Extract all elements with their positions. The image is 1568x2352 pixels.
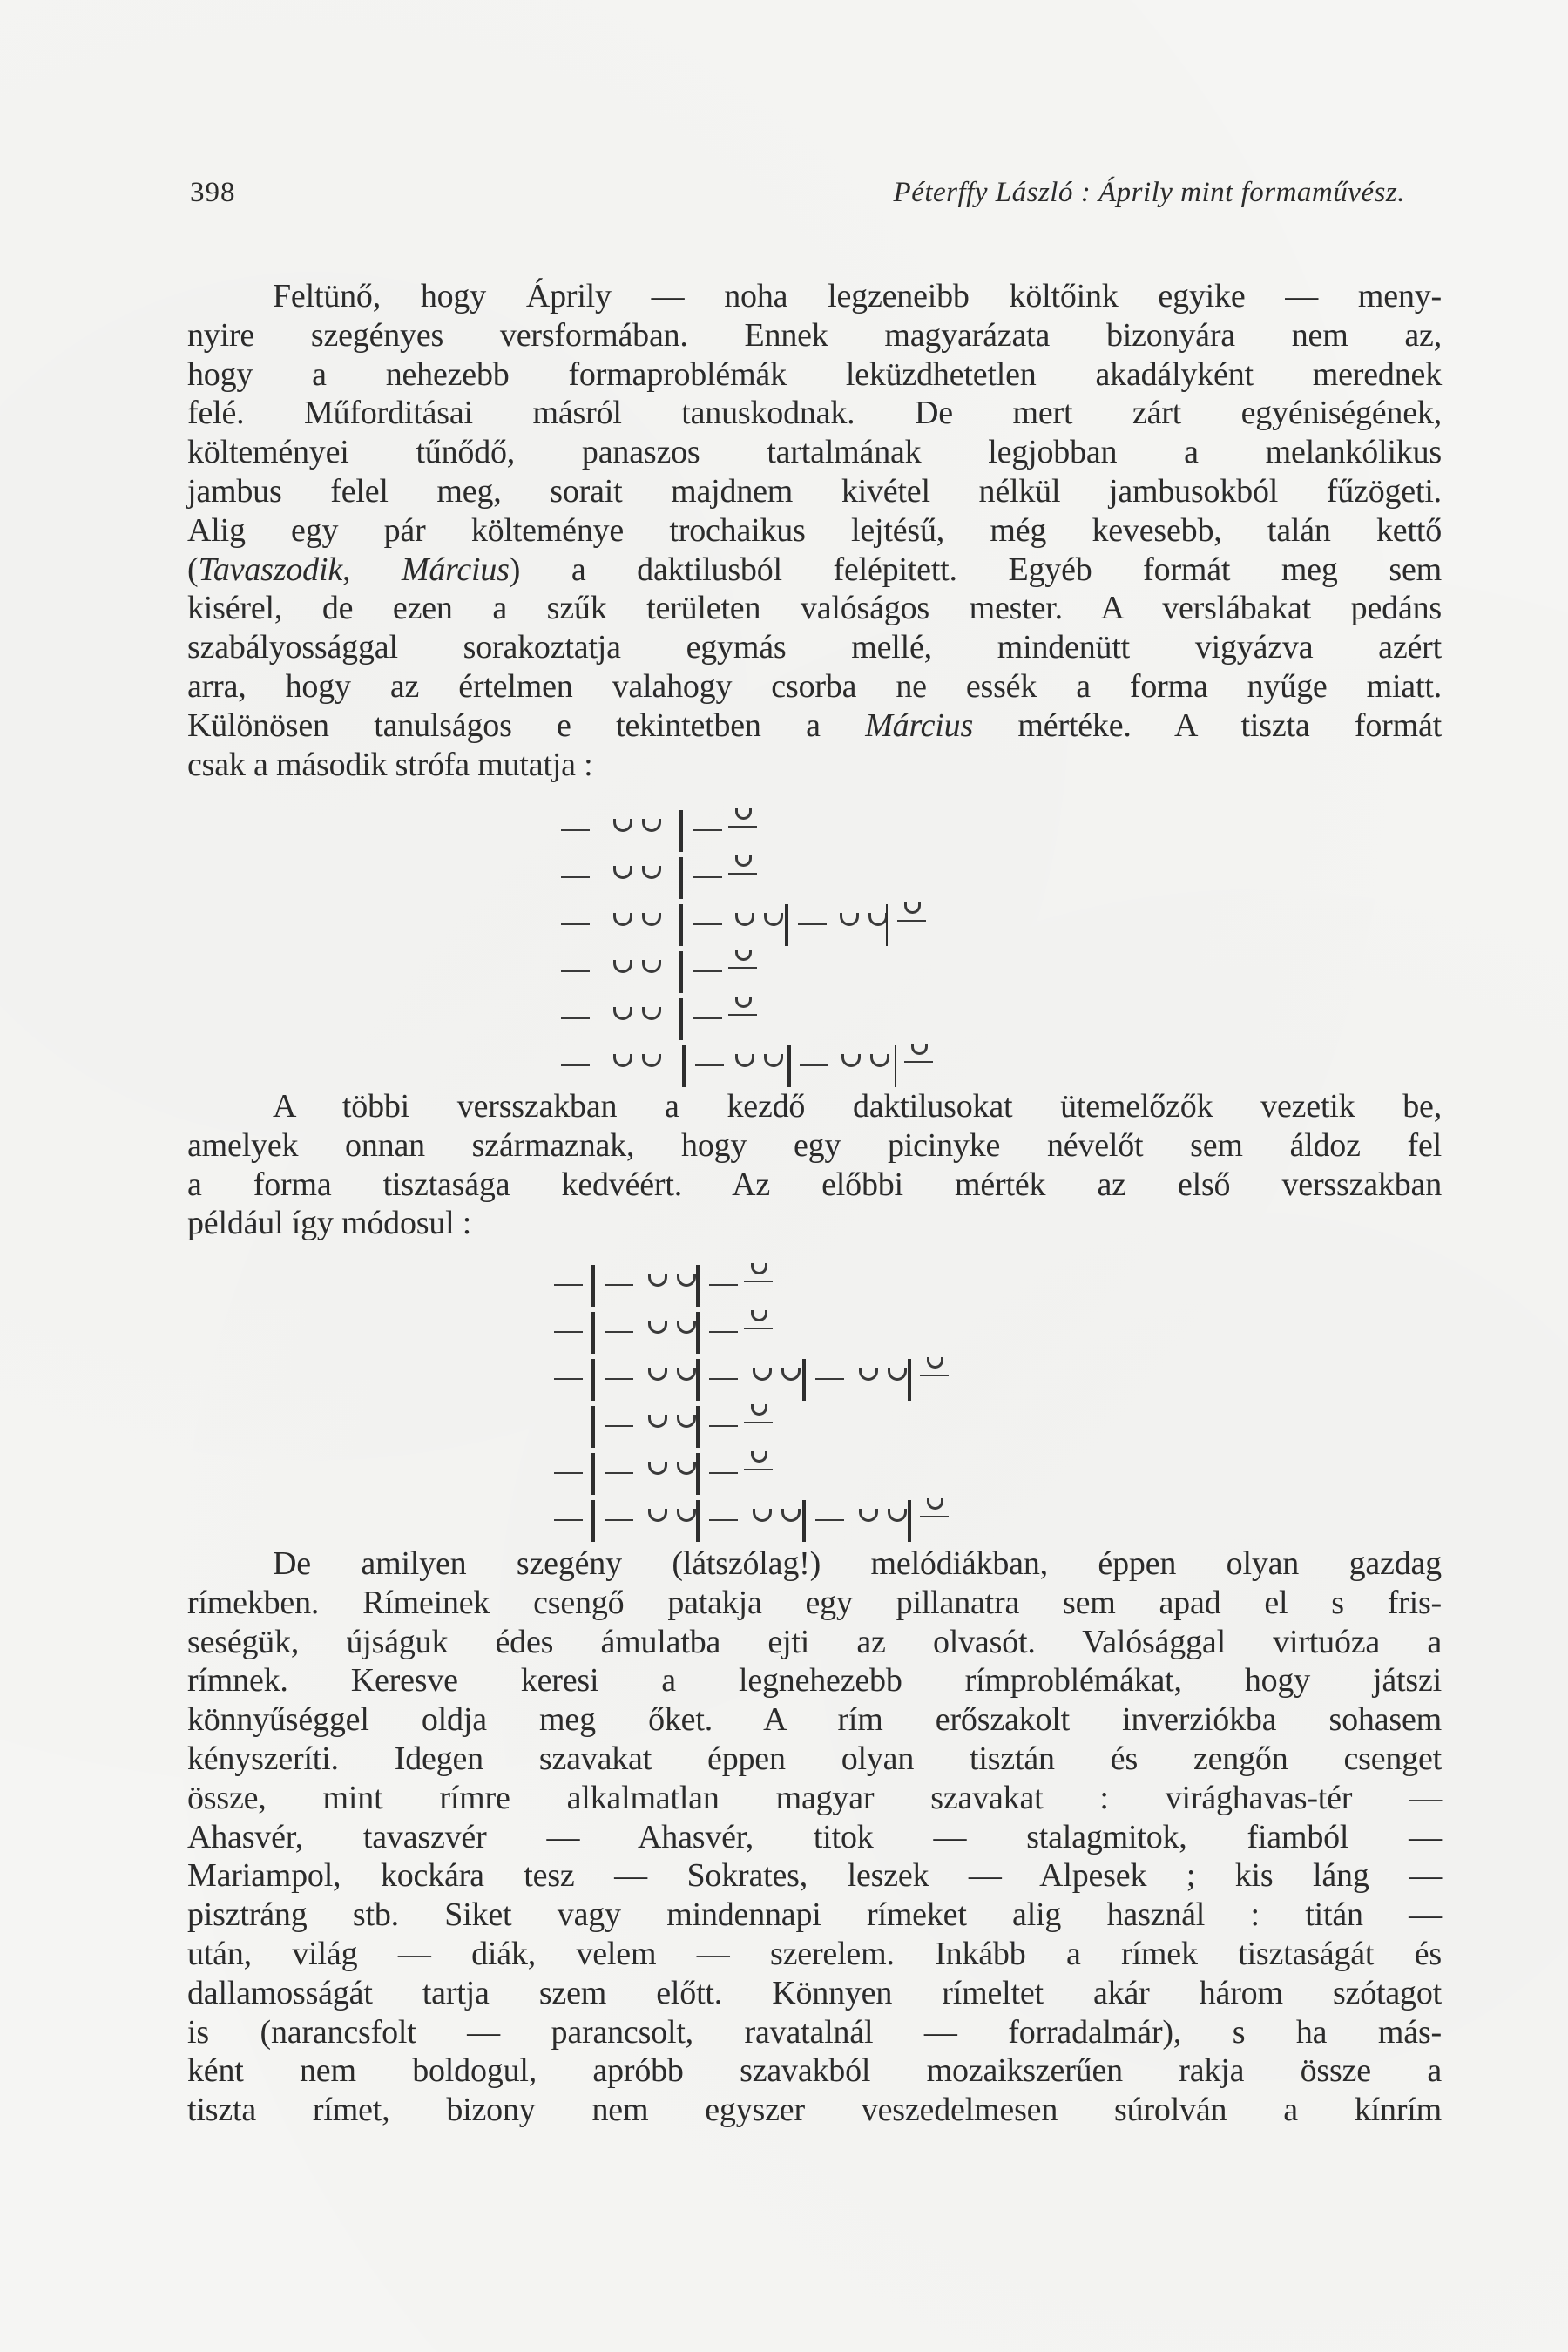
foot-divider-icon <box>802 1359 806 1401</box>
anceps-syllable-icon <box>728 807 757 831</box>
short-syllable-icon <box>613 960 632 973</box>
short-syllable-icon <box>735 913 754 926</box>
short-syllable-icon <box>859 1509 878 1522</box>
running-head <box>190 171 1405 214</box>
anceps-syllable-icon <box>920 1355 949 1380</box>
long-syllable-icon <box>815 1378 844 1380</box>
anceps-syllable-icon <box>744 1261 773 1286</box>
foot-divider-icon <box>679 951 683 993</box>
anceps-syllable-icon <box>744 1450 773 1474</box>
long-syllable-icon <box>561 970 590 972</box>
short-syllable-icon <box>764 1054 783 1067</box>
short-syllable-icon <box>868 913 888 926</box>
foot-divider-icon <box>895 1045 896 1087</box>
text-line: Ahasvér, tavaszvér — Ahasvér, titok — stalagmitok, fiamból — <box>187 1818 1442 1855</box>
long-syllable-icon <box>605 1425 633 1427</box>
foot-divider-icon <box>785 904 788 946</box>
short-syllable-icon <box>677 1462 696 1475</box>
foot-divider-icon <box>696 1500 700 1542</box>
text-line: Feltünő, hogy Áprily — noha legzeneibb költőink egyike — meny- <box>273 278 1442 314</box>
short-syllable-icon <box>648 1368 667 1381</box>
text-line: pisztráng stb. Siket vagy mindennapi rímeket alig használ : titán — <box>187 1896 1442 1934</box>
anceps-syllable-icon <box>728 854 757 878</box>
text-line: össze, mint rímre alkalmatlan magyar szavakat : virághavas-tér — <box>187 1779 1442 1816</box>
foot-divider-icon <box>696 1406 700 1448</box>
text-line: Mariampol, kockára tesz — Sokrates, leszek — Alpesek ; kis láng — <box>187 1857 1442 1895</box>
short-syllable-icon <box>648 1321 667 1334</box>
long-syllable-icon <box>695 1064 724 1066</box>
short-syllable-icon <box>677 1415 696 1428</box>
long-syllable-icon <box>605 1378 633 1380</box>
text-line: kisérel, de ezen a szűk területen valóságos mester. A verslábakat pedáns <box>187 590 1442 627</box>
foot-divider-icon <box>696 1312 700 1354</box>
foot-divider-icon <box>591 1312 595 1354</box>
long-syllable-icon <box>561 923 590 925</box>
long-syllable-icon <box>798 923 827 925</box>
short-syllable-icon <box>613 913 632 926</box>
anceps-syllable-icon <box>897 901 926 925</box>
long-syllable-icon <box>709 1331 738 1333</box>
text-line: dallamosságát tartja szem előtt. Könnyen rímeltet akár három szótagot <box>187 1974 1442 2011</box>
text-line: a forma tisztasága kedvéért. Az előbbi mérték az első versszakban <box>187 1166 1442 1203</box>
text-line: könnyűséggel oldja meg őket. A rím erőszakolt inverziókba sohasem <box>187 1701 1442 1739</box>
paragraph-2 <box>187 1087 1442 1243</box>
foot-divider-icon <box>696 1265 700 1307</box>
anceps-syllable-icon <box>744 1308 773 1333</box>
long-syllable-icon <box>815 1519 844 1521</box>
text-line: felé. Műforditásai másról tanuskodnak. De mert zárt egyéniségének, <box>187 395 1442 432</box>
short-syllable-icon <box>677 1274 696 1287</box>
long-syllable-icon <box>709 1378 738 1380</box>
long-syllable-icon <box>554 1472 583 1474</box>
italic-title-marcius: Március <box>401 551 510 588</box>
short-syllable-icon <box>613 866 632 879</box>
text-line-with-italic-title: Különösen tanulságos e tekintetben a Március mértéke. A tiszta formát <box>187 706 1442 744</box>
running-title: Péterffy László : Áprily mint formaművész. <box>893 177 1405 208</box>
long-syllable-icon <box>554 1284 583 1286</box>
long-syllable-icon <box>561 829 590 831</box>
foot-divider-icon <box>696 1359 700 1401</box>
long-syllable-icon <box>554 1378 583 1380</box>
long-syllable-icon <box>561 1017 590 1019</box>
short-syllable-icon <box>613 819 632 832</box>
short-syllable-icon <box>764 913 783 926</box>
text-line: rímekben. Rímeinek csengő patakja egy pillanatra sem apad el s fris- <box>187 1584 1442 1621</box>
foot-divider-icon <box>679 998 683 1040</box>
foot-divider-icon <box>591 1500 595 1542</box>
text-line: is (narancsfolt — parancsolt, ravatalnál — forradalmár), s ha más- <box>187 2013 1442 2051</box>
short-syllable-icon <box>642 913 661 926</box>
short-syllable-icon <box>888 1509 907 1522</box>
foot-divider-icon <box>591 1406 595 1448</box>
text-line: ként nem boldogul, apróbb szavakból mozaikszerűen rakja össze a <box>187 2052 1442 2090</box>
short-syllable-icon <box>781 1509 801 1522</box>
short-syllable-icon <box>642 1007 661 1020</box>
foot-divider-icon <box>679 904 683 946</box>
short-syllable-icon <box>888 1368 907 1381</box>
foot-divider-icon <box>802 1500 806 1542</box>
short-syllable-icon <box>753 1368 772 1381</box>
long-syllable-icon <box>800 1064 828 1066</box>
long-syllable-icon <box>693 923 722 925</box>
text-line: nyire szegényes versformában. Ennek magyarázata bizonyára nem az, <box>187 316 1442 354</box>
foot-divider-icon <box>591 1265 595 1307</box>
foot-divider-icon <box>787 1045 791 1087</box>
long-syllable-icon <box>605 1331 633 1333</box>
short-syllable-icon <box>648 1462 667 1475</box>
short-syllable-icon <box>859 1368 878 1381</box>
foot-divider-icon <box>682 1045 686 1087</box>
long-syllable-icon <box>693 876 722 878</box>
short-syllable-icon <box>753 1509 772 1522</box>
text-line: kényszeríti. Idegen szavakat éppen olyan tisztán és zengőn csenget <box>187 1740 1442 1777</box>
text-line: De amilyen szegény (látszólag!) melódiákban, éppen olyan gazdag <box>273 1545 1442 1582</box>
text-line: tiszta rímet, bizony nem egyszer veszedelmesen súrolván a kínrím <box>187 2092 1442 2129</box>
text-line: után, világ — diák, velem — szerelem. Inkább a rímek tisztaságát és <box>187 1935 1442 1972</box>
foot-divider-icon <box>886 904 888 946</box>
text-line: például így módosul : <box>187 1205 472 1242</box>
foot-divider-icon <box>908 1500 911 1542</box>
short-syllable-icon <box>642 819 661 832</box>
short-syllable-icon <box>648 1509 667 1522</box>
long-syllable-icon <box>554 1519 583 1521</box>
long-syllable-icon <box>605 1472 633 1474</box>
long-syllable-icon <box>561 876 590 878</box>
text-line: rímnek. Keresve keresi a legnehezebb rímproblémákat, hogy játszi <box>187 1662 1442 1700</box>
italic-title-tavaszodik: Tavaszodik <box>198 551 342 588</box>
long-syllable-icon <box>709 1519 738 1521</box>
paragraph-3 <box>187 1544 1442 2130</box>
short-syllable-icon <box>648 1415 667 1428</box>
short-syllable-icon <box>613 1054 632 1067</box>
anceps-syllable-icon <box>904 1042 933 1066</box>
long-syllable-icon <box>561 1064 590 1066</box>
text-line: költeményei tűnődő, panaszos tartalmának legjobban a melankólikus <box>187 434 1442 471</box>
text-line: amelyek onnan származnak, hogy egy picinyke névelőt sem áldoz fel <box>187 1126 1442 1164</box>
foot-divider-icon <box>696 1453 700 1495</box>
long-syllable-icon <box>709 1284 738 1286</box>
text-line: hogy a nehezebb formaproblémák leküzdhetetlen akadályként merednek <box>187 355 1442 393</box>
short-syllable-icon <box>642 866 661 879</box>
short-syllable-icon <box>648 1274 667 1287</box>
short-syllable-icon <box>677 1509 696 1522</box>
long-syllable-icon <box>693 1017 722 1019</box>
anceps-syllable-icon <box>728 995 757 1019</box>
short-syllable-icon <box>870 1054 889 1067</box>
text-line: jambus felel meg, sorait majdnem kivétel nélkül jambusokból fűzögeti. <box>187 472 1442 510</box>
anceps-syllable-icon <box>920 1497 949 1521</box>
italic-title-marcius: Március <box>865 706 974 744</box>
foot-divider-icon <box>591 1453 595 1495</box>
text-line: A többi versszakban a kezdő daktilusokat ütemelőzők vezetik be, <box>273 1088 1442 1125</box>
long-syllable-icon <box>605 1519 633 1521</box>
short-syllable-icon <box>642 1054 661 1067</box>
paragraph-1 <box>187 277 1442 784</box>
long-syllable-icon <box>693 829 722 831</box>
page-number: 398 <box>190 177 236 208</box>
long-syllable-icon <box>605 1284 633 1286</box>
short-syllable-icon <box>677 1368 696 1381</box>
long-syllable-icon <box>709 1425 738 1427</box>
anceps-syllable-icon <box>744 1402 773 1427</box>
text-line: arra, hogy az értelmen valahogy csorba ne essék a forma nyűge miatt. <box>187 667 1442 705</box>
short-syllable-icon <box>841 1054 861 1067</box>
short-syllable-icon <box>735 1054 754 1067</box>
text-line: seségük, újságuk édes ámulatba ejti az olvasót. Valósággal virtuóza a <box>187 1623 1442 1660</box>
short-syllable-icon <box>613 1007 632 1020</box>
short-syllable-icon <box>840 913 859 926</box>
text-line-with-italic-titles: (Tavaszodik, Március) a daktilusból felépitett. Egyéb formát meg sem <box>187 551 1442 588</box>
text-line: szabályossággal sorakoztatja egymás mellé, mindenütt vigyázva azért <box>187 629 1442 666</box>
foot-divider-icon <box>679 857 683 899</box>
long-syllable-icon <box>709 1472 738 1474</box>
long-syllable-icon <box>693 970 722 972</box>
short-syllable-icon <box>781 1368 801 1381</box>
text-line: Alig egy pár költeménye trochaikus lejtésű, még kevesebb, talán kettő <box>187 511 1442 549</box>
foot-divider-icon <box>908 1359 911 1401</box>
foot-divider-icon <box>591 1359 595 1401</box>
short-syllable-icon <box>642 960 661 973</box>
foot-divider-icon <box>679 810 683 852</box>
long-syllable-icon <box>554 1331 583 1333</box>
anceps-syllable-icon <box>728 948 757 972</box>
text-line: csak a második strófa mutatja : <box>187 746 593 783</box>
short-syllable-icon <box>677 1321 696 1334</box>
